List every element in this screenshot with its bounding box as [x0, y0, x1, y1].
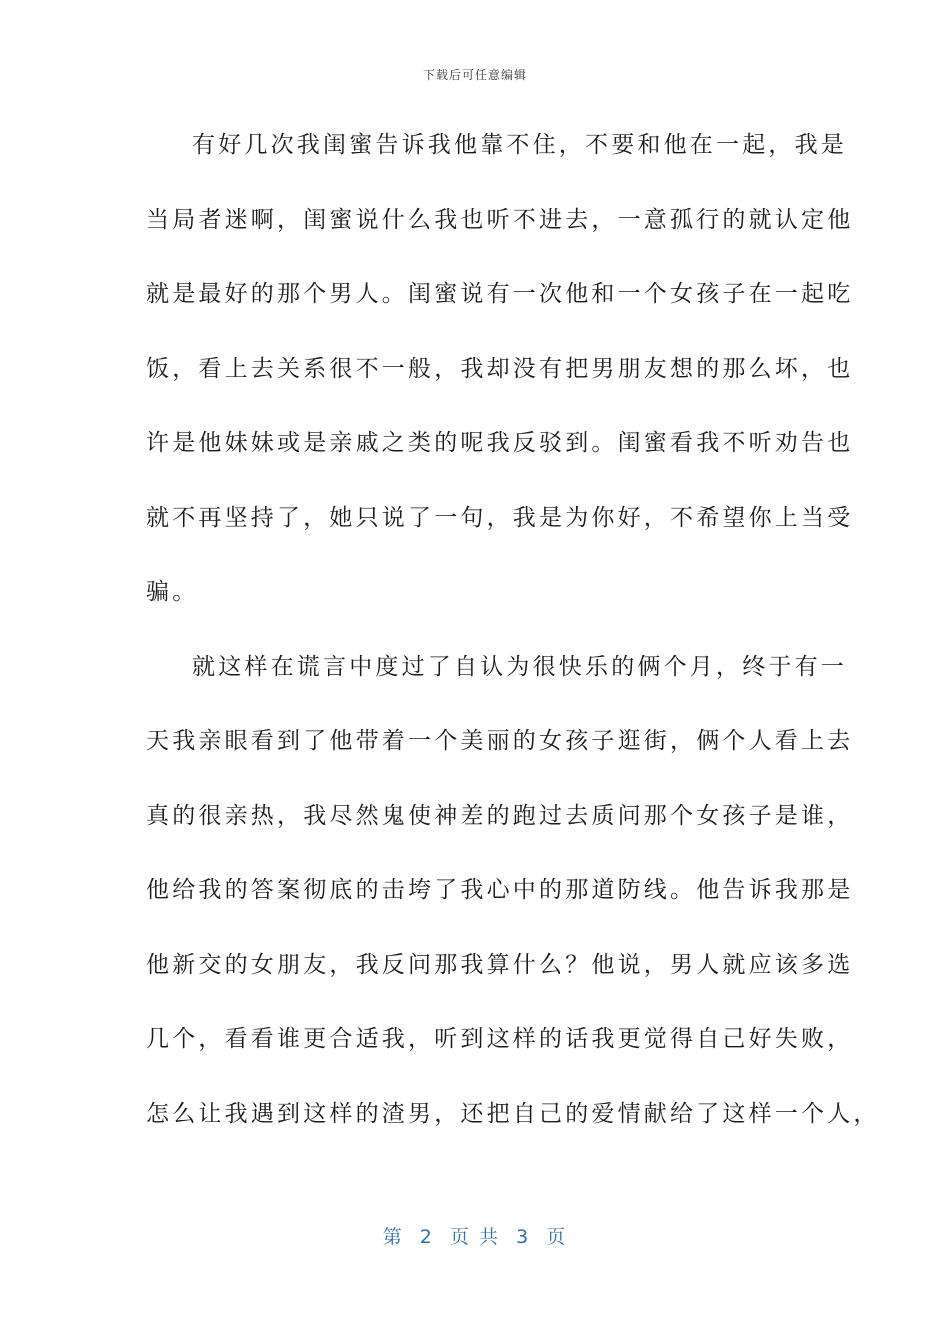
page-number-footer: 第 2 页 共 3 页 [382, 1226, 568, 1248]
paragraph-line: 有好几次我闺蜜告诉我他靠不住，不要和他在一起，我是 [192, 132, 847, 158]
paragraph-line: 就不再坚持了，她只说了一句，我是为你好，不希望你上当受 [146, 504, 854, 531]
paragraph-line: 几个，看看谁更合适我，听到这样的话我更觉得自己好失败， [146, 1026, 854, 1052]
paragraph-line: 他给我的答案彻底的击垮了我心中的那道防线。他告诉我那是 [146, 877, 854, 903]
paragraph-line: 许是他妹妹或是亲戚之类的呢我反驳到。闺蜜看我不听劝告也 [146, 430, 854, 456]
paragraph-line: 当局者迷啊，闺蜜说什么我也听不进去，一意孤行的就认定他 [146, 206, 854, 233]
paragraph-line: 天我亲眼看到了他带着一个美丽的女孩子逛街，俩个人看上去 [146, 728, 854, 754]
header-note: 下载后可任意编辑 [422, 68, 527, 82]
paragraph-line: 就是最好的那个男人。闺蜜说有一次他和一个女孩子在一起吃 [146, 281, 854, 307]
paragraph-line: 饭，看上去关系很不一般，我却没有把男朋友想的那么坏，也 [146, 355, 854, 382]
paragraph-line: 真的很亲热，我尽然鬼使神差的跑过去质问那个女孩子是谁， [146, 802, 854, 829]
document-body [146, 118, 880, 1161]
paragraph-line: 他新交的女朋友，我反问那我算什么？他说，男人就应该多选 [146, 951, 854, 978]
paragraph-line: 就这样在谎言中度过了自认为很快乐的俩个月，终于有一 [192, 653, 847, 680]
paragraph-line: 怎么让我遇到这样的渣男，还把自己的爱情献给了这样一个人， [146, 1100, 880, 1127]
paragraph-line: 骗。 [146, 579, 199, 605]
